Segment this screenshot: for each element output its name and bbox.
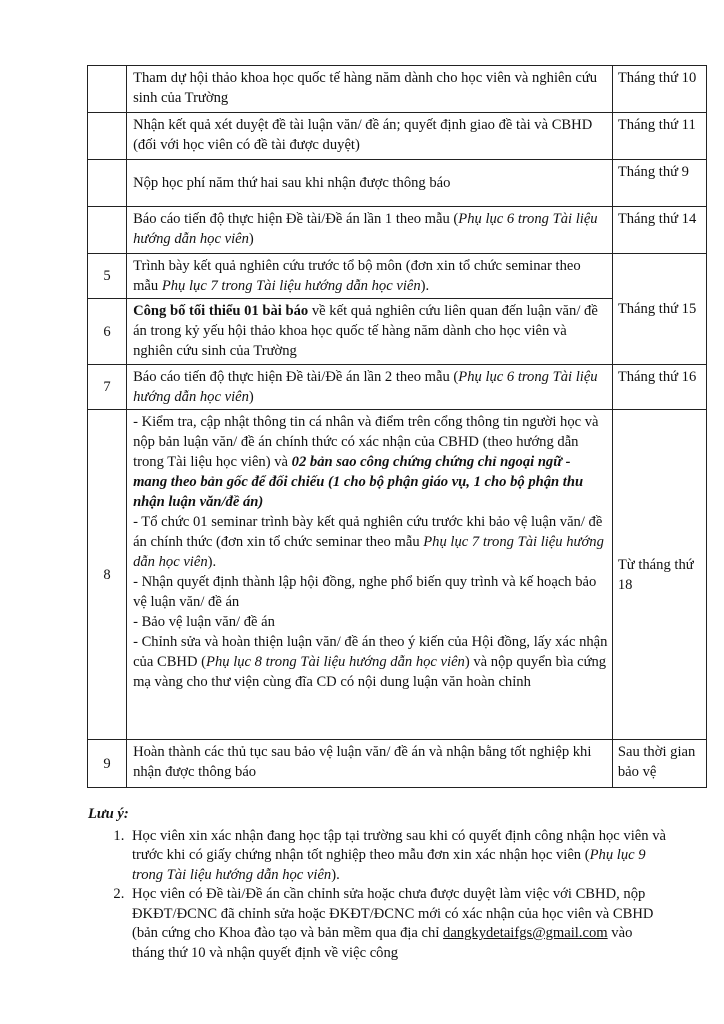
time-text: Sau thời gian bảo vệ (617, 744, 696, 780)
row-number-cell (88, 113, 127, 160)
task-text: - Chỉnh sửa và hoàn thiện luận văn/ đề án theo ý kiến của Hội đồng, lấy xác nhận của CBHD ( (133, 634, 608, 670)
row-number-cell (88, 254, 127, 299)
row-number: 9 (103, 755, 111, 772)
row-number: 5 (103, 268, 111, 284)
task-text: - Kiểm tra, cập nhật thông tin cá nhân và điểm trên cổng thông tin người học và nộp bản luận văn/ đề án chính thức có xác nhận của CBHD (theo hướng dẫn trong Tài liệu học viên) và (133, 414, 599, 470)
task-text: Báo cáo tiến độ thực hiện Đề tài/Đề án lần 2 theo mẫu ( (133, 369, 459, 385)
time-text: Tháng thứ 15 (617, 301, 697, 317)
row-number-cell (88, 207, 127, 254)
task-text: Nhận kết quả xét duyệt đề tài luận văn/ đề án; quyết định giao đề tài và CBHD (đối với học viên có đề tài được duyệt) (133, 117, 593, 153)
task-step (133, 632, 608, 692)
table-row (88, 254, 707, 299)
table-row (88, 160, 707, 207)
task-cell (127, 299, 613, 365)
time-text: Từ tháng thứ 18 (617, 556, 694, 593)
appendix-ref: Phụ lục 7 trong Tài liệu hướng dẫn học viên (161, 278, 421, 294)
task-emphasis: Công bố tối thiểu 01 bài báo (133, 303, 309, 319)
note-item (128, 885, 668, 963)
note-item (128, 827, 668, 886)
email-link[interactable]: dangkydetaifgs@gmail.com (443, 925, 608, 941)
row-number-cell (88, 410, 127, 740)
task-text: Hoàn thành các thủ tục sau bảo vệ luận văn/ đề án và nhận bằng tốt nghiệp khi nhận được thông báo (133, 744, 592, 780)
task-cell (127, 254, 613, 299)
time-cell (612, 113, 706, 160)
row-number-cell (88, 299, 127, 365)
row-number-cell (88, 160, 127, 207)
appendix-ref: Phụ lục 8 trong Tài liệu hướng dẫn học viên (206, 654, 465, 670)
task-cell (127, 740, 613, 788)
appendix-ref: Phụ lục 7 trong Tài liệu hướng dẫn học viên (133, 534, 604, 570)
time-cell (612, 365, 706, 410)
time-text: Tháng thứ 16 (617, 369, 697, 385)
notes-list (88, 827, 668, 964)
task-text: về kết quả nghiên cứu liên quan đến luận văn/ đề án trong kỷ yếu hội thảo khoa học quốc tế hàng năm dành cho học viên và nghiên cứu sinh của Trường (133, 303, 598, 359)
table-row (88, 365, 707, 410)
row-number-cell (88, 66, 127, 113)
row-number: 6 (103, 323, 111, 340)
row-number: 7 (103, 379, 111, 395)
schedule-table (87, 65, 707, 788)
note-text: ). (331, 866, 340, 883)
task-text: ) (248, 389, 254, 405)
time-cell (612, 740, 706, 788)
task-text: Trình bày kết quả nghiên cứu trước tổ bộ môn (đơn xin tổ chức seminar theo mẫu (133, 258, 581, 294)
time-text: Tháng thứ 14 (617, 211, 697, 227)
task-text: ) và nộp quyển bìa cứng mạ vàng cho thư viện cùng đĩa CD có nội dung luận văn hoàn chỉnh (133, 654, 607, 690)
time-text: Tháng thứ 10 (617, 70, 697, 86)
table-row (88, 66, 707, 113)
row-number-cell (88, 740, 127, 788)
row-number-cell (88, 365, 127, 410)
appendix-ref: Phụ lục 6 trong Tài liệu hướng dẫn học viên (133, 369, 598, 405)
task-cell (127, 365, 613, 410)
note-text: Học viên có Đề tài/Đề án cần chỉnh sửa hoặc chưa được duyệt làm việc với CBHD, nộp ĐKĐT/ĐCNC đã chỉnh sửa hoặc ĐKĐT/ĐCNC mới có xác nhận của học viên và CBHD (bản cứng cho Khoa đào tạo và bản mềm qua địa chỉ (132, 886, 654, 941)
note-text: vào tháng thứ 10 và nhận quyết định về việc công (132, 925, 633, 961)
task-step: - Bảo vệ luận văn/ đề án (133, 614, 275, 630)
task-cell (127, 113, 613, 160)
time-cell (612, 66, 706, 113)
task-text: Báo cáo tiến độ thực hiện Đề tài/Đề án lần 1 theo mẫu ( (133, 211, 459, 227)
task-text: ). (420, 278, 430, 294)
task-step: - Nhận quyết định thành lập hội đồng, nghe phổ biến quy trình và kế hoạch bảo vệ luận văn/ đề án (133, 574, 597, 610)
table-row (88, 113, 707, 160)
task-text: ) (248, 231, 254, 247)
task-cell (127, 207, 613, 254)
task-step (133, 512, 608, 572)
task-cell (127, 66, 613, 113)
appendix-ref: Phụ lục 9 trong Tài liệu hướng dẫn học viên (132, 847, 646, 883)
appendix-ref: Phụ lục 6 trong Tài liệu hướng dẫn học viên (133, 211, 598, 247)
task-step (133, 412, 608, 512)
table-row (88, 740, 707, 788)
table-row (88, 410, 707, 740)
task-text: ). (207, 554, 217, 570)
task-text: Tham dự hội thảo khoa học quốc tế hàng năm dành cho học viên và nghiên cứu sinh của Trường (133, 70, 598, 106)
notes-title: Lưu ý: (88, 806, 129, 822)
time-text: Tháng thứ 11 (617, 117, 696, 133)
note-text: Học viên xin xác nhận đang học tập tại trường sau khi có quyết định công nhận học viên và trước khi có giấy chứng nhận tốt nghiệp theo mẫu đơn xin xác nhận học viên ( (132, 827, 666, 863)
time-cell (612, 254, 706, 365)
table-row (88, 207, 707, 254)
row-number: 8 (103, 566, 111, 583)
time-text: Tháng thứ 9 (617, 164, 689, 180)
task-text: - Tổ chức 01 seminar trình bày kết quả nghiên cứu trước khi bảo vệ luận văn/ đề án chính thức (đơn xin tổ chức seminar theo mẫu (133, 514, 603, 550)
time-cell (612, 160, 706, 207)
task-cell (127, 160, 613, 207)
notes-section (88, 805, 668, 963)
time-cell (612, 410, 706, 740)
task-cell (127, 410, 613, 740)
time-cell (612, 207, 706, 254)
task-emphasis: 02 bản sao công chứng chứng chỉ ngoại ngữ - mang theo bản gốc để đối chiếu (1 cho bộ phận giáo vụ, 1 cho bộ phận thu nhận luận văn/đề án) (133, 454, 584, 510)
task-text: Nộp học phí năm thứ hai sau khi nhận được thông báo (133, 175, 451, 191)
